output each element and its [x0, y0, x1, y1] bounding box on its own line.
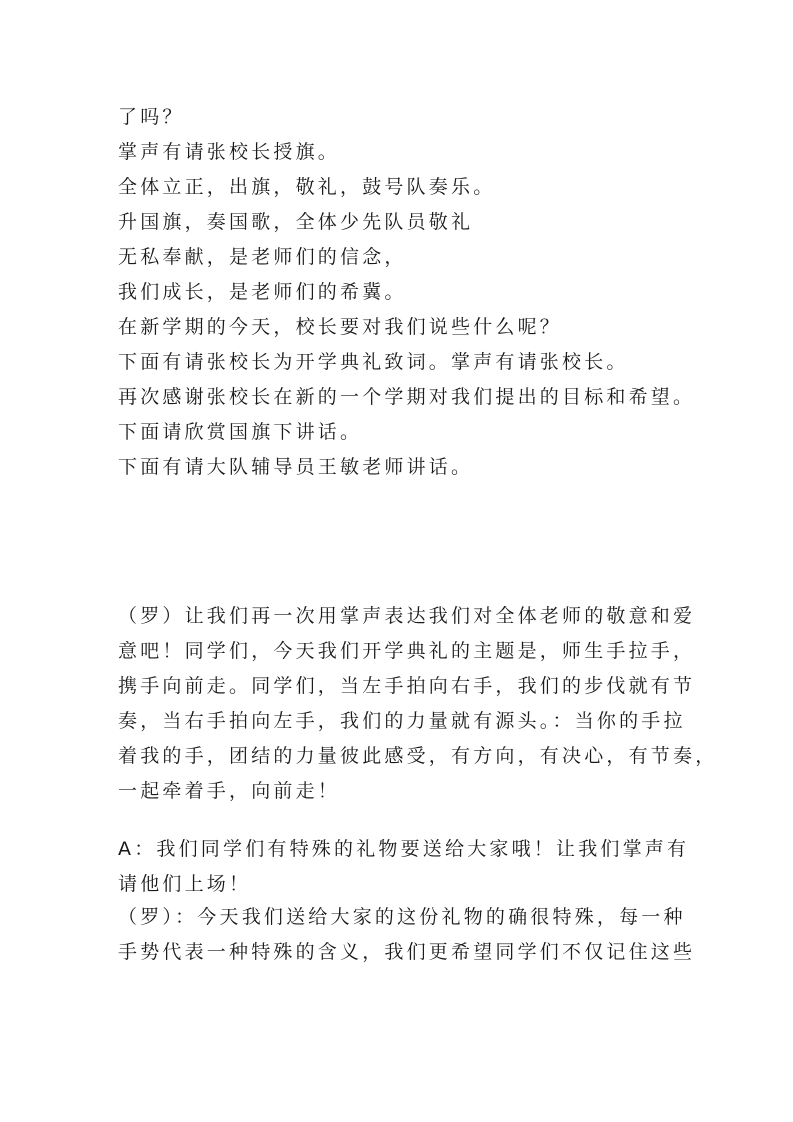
paragraph-line: A：我们同学们有特殊的礼物要送给大家哦！让我们掌声有 — [118, 838, 690, 860]
paragraph-a — [118, 838, 690, 908]
text-line: 下面有请大队辅导员王敏老师讲话。 — [118, 456, 474, 478]
text-line: 我们成长，是老师们的希冀。 — [118, 281, 407, 303]
paragraph-line: 携手向前走。同学们，当左手拍向右手，我们的步伐就有节 — [118, 675, 696, 697]
text-line: 在新学期的今天，校长要对我们说些什么呢？ — [118, 316, 563, 338]
text-line: 全体立正，出旗，敬礼，鼓号队奏乐。 — [118, 176, 496, 198]
paragraph-line: 手势代表一种特殊的含义，我们更希望同学们不仅记住这些 — [118, 941, 696, 963]
text-line: 无私奉献，是老师们的信念， — [118, 246, 407, 268]
text-line: 了吗？ — [118, 106, 185, 128]
text-line: 下面请欣赏国旗下讲话。 — [118, 421, 363, 443]
paragraph-line: （罗）让我们再一次用掌声表达我们对全体老师的敬意和爱 — [118, 605, 696, 627]
paragraph-line: 意吧！同学们，今天我们开学典礼的主题是，师生手拉手， — [118, 640, 696, 662]
paragraph-line: （罗）：今天我们送给大家的这份礼物的确很特殊，每一种 — [118, 906, 686, 928]
paragraph-luo-1 — [118, 605, 718, 815]
paragraph-line: 着我的手，团结的力量彼此感受，有方向，有决心，有节奏， — [118, 745, 718, 767]
text-line: 下面有请张校长为开学典礼致词。掌声有请张校长。 — [118, 351, 629, 373]
paragraph-line: 奏，当右手拍向左手，我们的力量就有源头。：当你的手拉 — [118, 710, 686, 732]
paragraph-luo-2 — [118, 906, 696, 976]
paragraph-line: 请他们上场！ — [118, 873, 252, 895]
text-line: 升国旗，奏国歌，全体少先队员敬礼 — [118, 211, 474, 233]
paragraph-line: 一起牵着手，向前走！ — [118, 780, 341, 802]
text-line: 再次感谢张校长在新的一个学期对我们提出的目标和希望。 — [118, 386, 696, 408]
text-line: 掌声有请张校长授旗。 — [118, 141, 341, 163]
